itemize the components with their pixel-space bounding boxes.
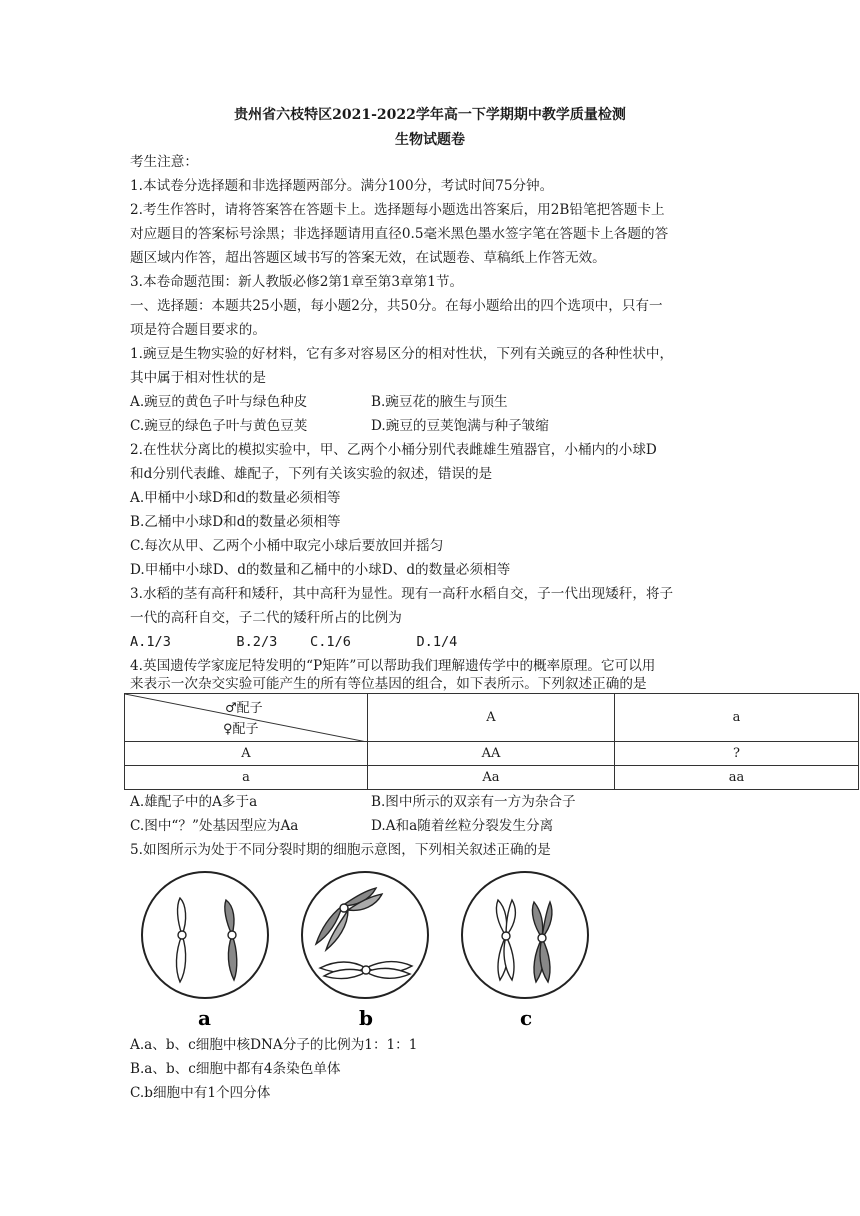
column-header-a-lower: a <box>615 694 859 742</box>
q1-option-d: D.豌豆的豆荚饱满与种子皱缩 <box>371 418 549 434</box>
cell-aa-lower: aa <box>615 766 859 790</box>
q1-option-a: A.豌豆的黄色子叶与绿色种皮 <box>130 394 308 410</box>
q4-stem-line-1: 4.英国遗传学家庞尼特发明的“P矩阵”可以帮助我们理解遗传学中的概率原理。它可以用 <box>130 658 656 674</box>
note-3: 3.本卷命题范围：新人教版必修2第1章至第3章第1节。 <box>130 274 464 290</box>
q4-option-b: B.图中所示的双亲有一方为杂合子 <box>371 794 576 810</box>
q3-options: A.1/3 B.2/3 C.1/6 D.1/4 <box>130 634 458 650</box>
exam-title: 贵州省六枝特区2021-2022学年高一下学期期中教学质量检测 <box>234 107 626 123</box>
q1-option-b: B.豌豆花的腋生与顶生 <box>371 394 508 410</box>
fig-label-b: b <box>359 1006 373 1030</box>
q1-option-c: C.豌豆的绿色子叶与黄色豆荚 <box>130 418 308 434</box>
punnett-corner-cell <box>125 694 368 742</box>
cell-aa-upper: AA <box>368 742 615 766</box>
section-heading-line-2: 项是符合题目要求的。 <box>130 322 266 338</box>
cell-division-figure <box>130 860 600 1030</box>
q2-stem-line-1: 2.在性状分离比的模拟实验中，甲、乙两个小桶分别代表雌雄生殖器官，小桶内的小球D <box>130 442 657 458</box>
punnett-table <box>124 693 859 790</box>
q5-option-c: C.b细胞中有1个四分体 <box>130 1085 271 1101</box>
q5-stem: 5.如图所示为处于不同分裂时期的细胞示意图，下列相关叙述正确的是 <box>130 842 551 858</box>
fig-label-a: a <box>198 1006 211 1030</box>
exam-subtitle: 生物试题卷 <box>395 132 465 148</box>
female-gamete-header: ♀配子 <box>223 722 259 737</box>
column-header-a-upper: A <box>368 694 615 742</box>
row-header-a-upper: A <box>125 742 368 766</box>
q1-stem-line-1: 1.豌豆是生物实验的好材料，它有多对容易区分的相对性状，下列有关豌豆的各种性状中， <box>130 346 674 362</box>
q2-option-d: D.甲桶中小球D、d的数量和乙桶中的小球D、d的数量必须相等 <box>130 562 511 578</box>
q4-option-c: C.图中“？”处基因型应为Aa <box>130 818 299 834</box>
male-gamete-header: ♂配子 <box>225 701 263 716</box>
note-2-line-3: 题区域内作答，超出答题区域书写的答案无效，在试题卷、草稿纸上作答无效。 <box>130 250 606 266</box>
q4-stem-line-2: 来表示一次杂交实验可能产生的所有等位基因的组合，如下表所示。下列叙述正确的是 <box>130 676 647 692</box>
q2-stem-line-2: 和d分别代表雌、雄配子，下列有关该实验的叙述，错误的是 <box>130 466 493 482</box>
cell-unknown: ? <box>615 742 859 766</box>
cell-a <box>142 872 268 998</box>
q2-option-b: B.乙桶中小球D和d的数量必须相等 <box>130 514 341 530</box>
note-2-line-1: 2.考生作答时，请将答案答在答题卡上。选择题每小题选出答案后，用2B铅笔把答题卡上 <box>130 202 665 218</box>
notes-heading: 考生注意： <box>130 154 198 170</box>
q4-option-d: D.A和a随着丝粒分裂发生分离 <box>371 818 554 834</box>
fig-label-c: c <box>520 1006 533 1030</box>
cell-aa-mixed: Aa <box>368 766 615 790</box>
q4-option-a: A.雄配子中的A多于a <box>130 794 258 810</box>
q1-stem-line-2: 其中属于相对性状的是 <box>130 370 266 386</box>
q5-option-a: A.a、b、c细胞中核DNA分子的比例为1：1：1 <box>130 1037 418 1053</box>
cell-c <box>462 872 588 998</box>
row-header-a-lower: a <box>125 766 368 790</box>
q2-option-a: A.甲桶中小球D和d的数量必须相等 <box>130 490 341 506</box>
note-1: 1.本试卷分选择题和非选择题两部分。满分100分，考试时间75分钟。 <box>130 178 554 194</box>
note-2-line-2: 对应题目的答案标号涂黑；非选择题请用直径0.5毫米黑色墨水签字笔在答题卡上各题的答 <box>130 226 669 242</box>
q3-stem-line-2: 一代的高秆自交，子二代的矮秆所占的比例为 <box>130 610 402 626</box>
q2-option-c: C.每次从甲、乙两个小桶中取完小球后要放回并摇匀 <box>130 538 444 554</box>
q5-option-b: B.a、b、c细胞中都有4条染色单体 <box>130 1061 341 1077</box>
cell-b <box>302 872 428 998</box>
q3-stem-line-1: 3.水稻的茎有高秆和矮秆，其中高秆为显性。现有一高秆水稻自交，子一代出现矮秆，将子 <box>130 586 674 602</box>
section-heading-line-1: 一、选择题：本题共25小题，每小题2分，共50分。在每小题给出的四个选项中，只有一 <box>130 298 663 314</box>
